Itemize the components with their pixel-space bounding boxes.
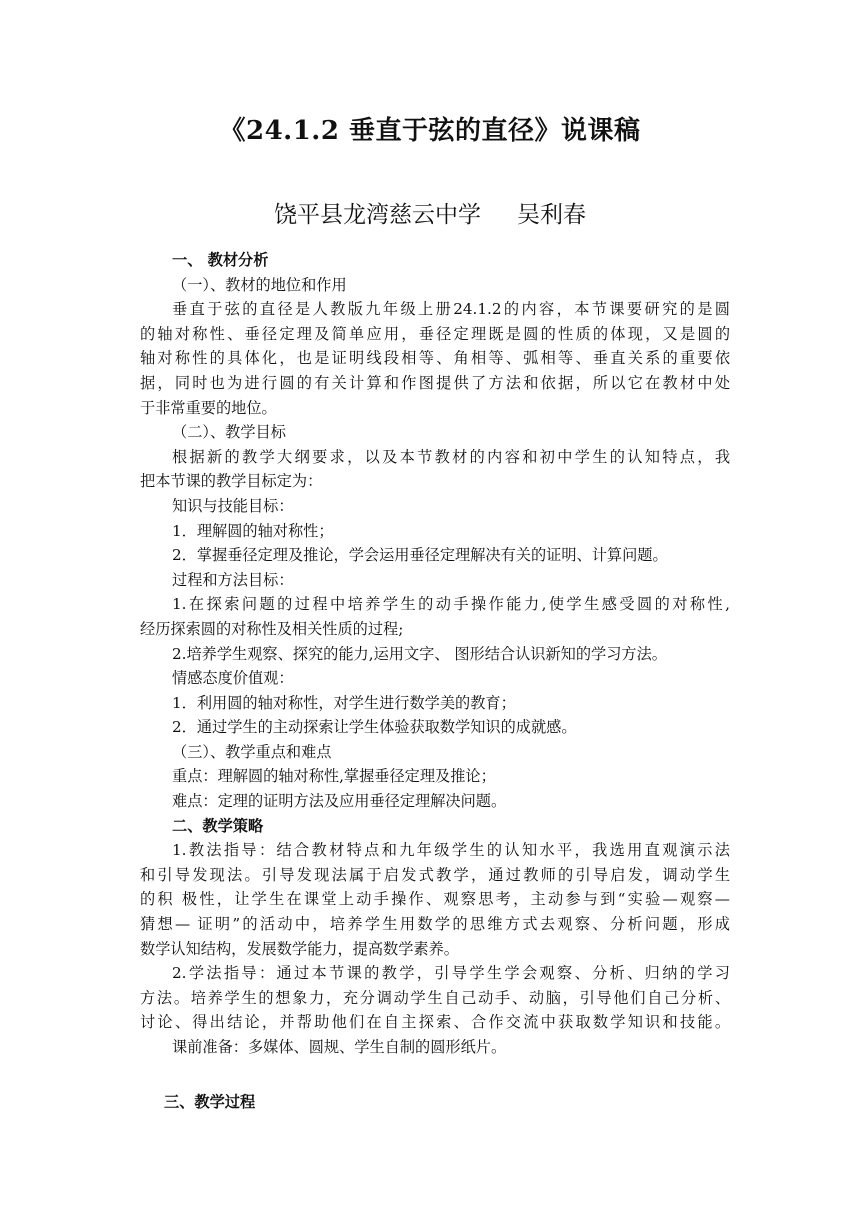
list-item: 1．理解圆的轴对称性； [172, 521, 334, 540]
goal-heading-knowledge: 知识与技能目标： [172, 496, 294, 515]
paragraph-line: 垂直于弦的直径是人教版九年级上册24.1.2的内容，本节课要研究的是圆 [172, 300, 730, 319]
paragraph-line: 根据新的教学大纲要求，以及本节教材的内容和初中学生的认知特点，我 [172, 447, 730, 466]
list-item: 1．利用圆的轴对称性，对学生进行数学美的教育； [172, 693, 516, 712]
paragraph-line: 的积 极性，让学生在课堂上动手操作、观察思考，主动参与到“实验—观察— [140, 890, 730, 909]
paragraph-line: 于非常重要的地位。 [140, 398, 277, 417]
goal-heading-attitude: 情感态度价值观： [172, 669, 294, 688]
subsection-heading-2: （二）、教学目标 [172, 423, 286, 442]
paragraph-line: 的轴对称性、垂径定理及简单应用，垂径定理既是圆的性质的体现，又是圆的 [140, 324, 730, 343]
document-body [140, 248, 730, 1114]
paragraph-line: 据，同时也为进行圆的有关计算和作图提供了方法和依据，所以它在教材中处 [140, 373, 730, 392]
list-item-continued: 经历探索圆的对称性及相关性质的过程; [140, 619, 404, 638]
goal-heading-process: 过程和方法目标： [172, 570, 294, 589]
page-title: 《24.1.2 垂直于弦的直径》说课稿 [219, 116, 641, 146]
spacer [140, 1060, 730, 1084]
author-line [0, 196, 860, 229]
paragraph-line: 1.教法指导：结合教材特点和九年级学生的认知水平，我选用直观演示法 [172, 841, 730, 860]
paragraph-line: 课前准备：多媒体、圆规、学生自制的圆形纸片。 [172, 1038, 507, 1056]
list-item: 1.在探索问题的过程中培养学生的动手操作能力,使学生感受圆的对称性, [172, 595, 730, 614]
author-school: 饶平县龙湾慈云中学 [274, 202, 481, 228]
paragraph-line: 2.学法指导：通过本节课的教学，引导学生学会观察、分析、归纳的学习 [172, 964, 730, 983]
paragraph-line: 讨论、得出结论，并帮助他们在自主探索、合作交流中获取数学知识和技能。 [140, 1013, 730, 1032]
paragraph-line: 方法。培养学生的想象力，充分调动学生自己动手、动脑，引导他们自己分析、 [140, 988, 730, 1007]
difficult-point: 难点：定理的证明方法及应用垂径定理解决问题。 [172, 792, 507, 811]
paragraph-line: 轴对称性的具体化，也是证明线段相等、角相等、弧相等、垂直关系的重要依 [140, 349, 730, 368]
paragraph-line: 和引导发现法。引导发现法属于启发式教学，通过教师的引导启发，调动学生 [140, 865, 730, 884]
author-name: 吴利春 [517, 202, 586, 228]
subsection-heading-3: （三）、教学重点和难点 [172, 742, 332, 761]
paragraph-line: 把本节课的教学目标定为： [140, 472, 323, 491]
key-point: 重点：理解圆的轴对称性,掌握垂径定理及推论； [172, 767, 496, 786]
section-heading-2: 二、教学策略 [172, 816, 264, 835]
list-item: 2．掌握垂径定理及推论，学会运用垂径定理解决有关的证明、计算问题。 [172, 546, 668, 565]
paragraph-line: 数学认知结构，发展数学能力，提高数学素养。 [140, 939, 459, 958]
list-item: 2．通过学生的主动探索让学生体验获取数学知识的成就感。 [172, 718, 577, 737]
section-heading-3: 三、教学过程 [164, 1092, 256, 1111]
paragraph-line: 猜想— 证明”的活动中，培养学生用数学的思维方式去观察、分析问题，形成 [140, 915, 730, 934]
subsection-heading-1: （一）、教材的地位和作用 [172, 275, 347, 294]
list-item: 2.培养学生观察、探究的能力,运用文字、 图形结合认识新知的学习方法。 [172, 644, 667, 663]
section-heading-1: 一、 教材分析 [172, 251, 269, 269]
